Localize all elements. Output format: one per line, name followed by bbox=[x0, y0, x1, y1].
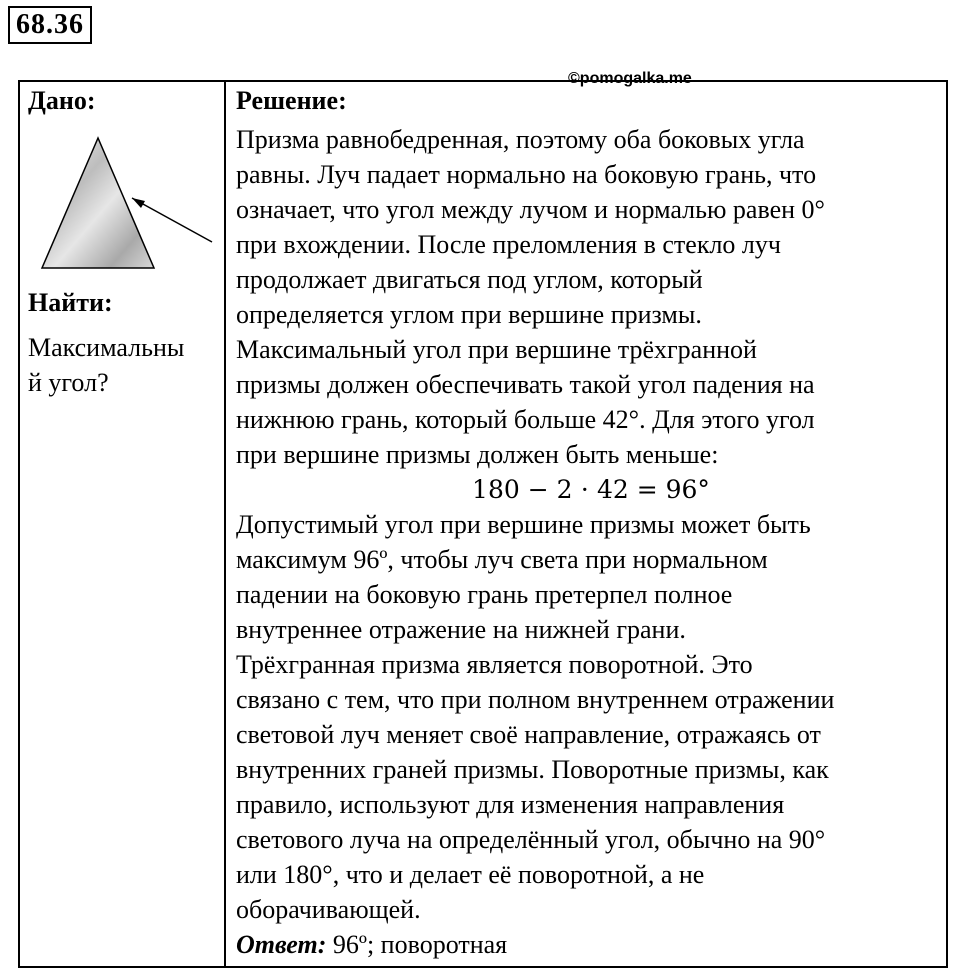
solution-line: световой луч меняет своё направление, отражаясь от bbox=[236, 720, 821, 749]
solution-line: определяется углом при вершине призмы. bbox=[236, 300, 702, 329]
solution-line: Призма равнобедренная, поэтому оба боковых угла bbox=[236, 125, 805, 154]
solution-line: падении на боковую грань претерпел полное bbox=[236, 580, 733, 609]
solution-line: или 180°, что и делает её поворотной, а не bbox=[236, 860, 705, 889]
find-line: й угол? bbox=[28, 368, 109, 397]
solution-column bbox=[226, 82, 946, 966]
solution-line: означает, что угол между лучом и нормалью равен 0° bbox=[236, 195, 825, 224]
solution-line: внутренних граней призмы. Поворотные призмы, как bbox=[236, 755, 829, 784]
solution-line: оборачивающей. bbox=[236, 895, 421, 924]
solution-table bbox=[18, 80, 948, 968]
solution-line: Трёхгранная призма является поворотной. Это bbox=[236, 650, 753, 679]
solution-line: связано с тем, что при полном внутреннем отражении bbox=[236, 685, 835, 714]
solution-line: при вершине призмы должен быть меньше: bbox=[236, 440, 719, 469]
find-text bbox=[28, 330, 224, 400]
solution-line: правило, используют для изменения направления bbox=[236, 790, 785, 819]
given-column bbox=[20, 82, 226, 966]
watermark: ©pomogalka.me bbox=[568, 70, 692, 87]
answer-value: 96º; поворотная bbox=[326, 930, 508, 959]
formula: 180 − 2 ⋅ 42 = 96° bbox=[472, 475, 710, 504]
solution-line: внутреннее отражение на нижней грани. bbox=[236, 615, 686, 644]
problem-number: 68.36 bbox=[8, 6, 92, 44]
solution-line: равны. Луч падает нормально на боковую грань, что bbox=[236, 160, 817, 189]
incident-ray bbox=[132, 198, 212, 242]
given-heading: Дано: bbox=[28, 86, 96, 115]
prism-figure bbox=[32, 118, 222, 278]
answer-line bbox=[236, 927, 946, 962]
answer-label: Ответ: bbox=[236, 930, 327, 959]
find-heading: Найти: bbox=[28, 288, 113, 317]
solution-line: при вхождении. После преломления в стекло луч bbox=[236, 230, 781, 259]
solution-line: призмы должен обеспечивать такой угол падения на bbox=[236, 370, 815, 399]
solution-line: Максимальный угол при вершине трёхгранной bbox=[236, 335, 757, 364]
solution-line: продолжает двигаться под углом, который bbox=[236, 265, 703, 294]
solution-line: нижнюю грань, который больше 42°. Для этого угол bbox=[236, 405, 815, 434]
solution-line: Допустимый угол при вершине призмы может быть bbox=[236, 510, 811, 539]
ray-arrowhead bbox=[132, 198, 145, 208]
solution-body bbox=[236, 122, 946, 962]
solution-line: светового луча на определённый угол, обычно на 90° bbox=[236, 825, 826, 854]
solution-line: максимум 96º, чтобы луч света при нормальном bbox=[236, 545, 768, 574]
find-line: Максимальны bbox=[28, 333, 185, 362]
solution-heading: Решение: bbox=[236, 86, 347, 115]
